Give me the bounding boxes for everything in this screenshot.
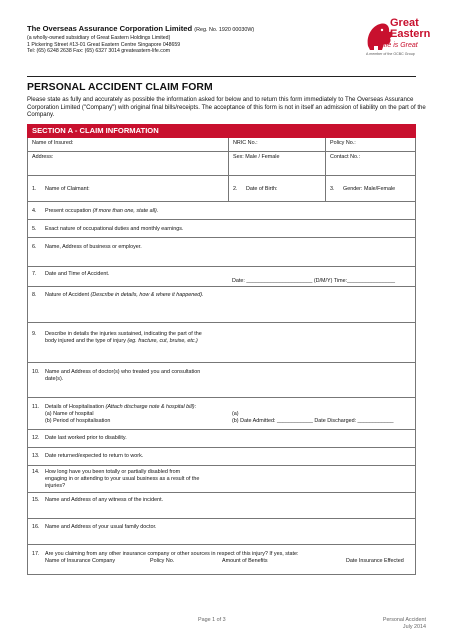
form-title: PERSONAL ACCIDENT CLAIM FORM [27, 82, 213, 93]
company-contact: Tel: (65) 6248 2638 Fax: (65) 6327 3014 greateastern-life.com [27, 48, 171, 55]
q17-col-policy: Policy No. [150, 557, 175, 564]
footer-doc-name: Personal Accident [382, 617, 426, 623]
company-subsidiary: (a wholly-owned subsidiary of Great Eastern Holdings Limited) [27, 35, 171, 41]
row-q9-injuries[interactable]: 9. Describe in details the injuries sustained, indicating the part of the body injured and the type of injury (eg. fracture, cut, bruise, etc.) [28, 323, 415, 363]
row-q13-return-work[interactable]: 13. Date returned/expected to return to work. [28, 448, 415, 466]
q17-col-benefits: Amount of Benefits [222, 557, 268, 564]
row-q10-doctors[interactable]: 10. Name and Address of doctor(s) who treated you and consultation date(s). [28, 363, 415, 398]
field-hospital-details[interactable]: (a) (b) Date Admitted: ____________ Date Discharged: ____________ [232, 411, 394, 424]
row-insured [28, 138, 415, 152]
field-sex[interactable]: Sex: Male / Female [228, 152, 325, 175]
row-q12-last-worked[interactable]: 12. Date last worked prior to disability. [28, 430, 415, 448]
field-address[interactable]: Address: [32, 154, 54, 160]
logo-tagline: Life is Great [380, 42, 418, 49]
page-number: Page 1 of 3 [198, 617, 226, 623]
form-intro: Please state as fully and accurately as possible the information asked for below and to return this form immediately to The Overseas Assurance Corporation Limited ("Company") with original final bills/receipts. The acceptance of this form is not in itself an admission of liability on the part of the Company. [27, 96, 426, 119]
field-contact-no[interactable]: Contact No.: [325, 152, 415, 175]
field-q11-label: 11. Details of Hospitalisation (Attach discharge note & hospital bill): (a) Name of hospital (b) Period of hospitalisation [32, 404, 197, 424]
field-name-of-insured[interactable]: Name of Insured: [32, 140, 74, 146]
logo-word-eastern: Eastern [390, 28, 431, 40]
header-divider [27, 76, 416, 77]
field-policy-no[interactable]: Policy No.: [325, 138, 415, 151]
logo-word-great: Great [390, 17, 419, 29]
row-address [28, 152, 415, 176]
logo-subline: A member of the OCBC Group [366, 52, 415, 56]
field-accident-date-time[interactable]: Date: ______________________ (D/M/Y) Time:________________ [232, 278, 396, 284]
row-q8-nature[interactable]: 8. Nature of Accident (Describe in details, how & where it happened). [28, 287, 415, 323]
field-gender[interactable]: 3. Gender: Male/Female [325, 176, 415, 201]
row-q17-other-insurance[interactable]: 17. Are you claiming from any other insurance company or other sources in respect of this injury? If yes, state: Name of Insurance Company Policy No. Amount of Benefits Date Insurance Effected [28, 545, 415, 575]
q17-col-date: Date Insurance Effected [346, 557, 404, 564]
field-q7-label: 7. Date and Time of Accident. [32, 271, 110, 277]
row-q5-duties[interactable]: 5. Exact nature of occupational duties and monthly earnings. [28, 220, 415, 238]
row-q14-disabled-period[interactable]: 14. How long have you been totally or partially disabled from engaging in or attending to your usual business as a result of the injuries? [28, 466, 415, 493]
company-name: The Overseas Assurance Corporation Limited [27, 24, 193, 33]
section-a-header: SECTION A - CLAIM INFORMATION [27, 124, 416, 138]
company-reg: (Reg. No. 1920 00030W) [194, 27, 255, 33]
row-q7-date-time [28, 267, 415, 287]
row-q4-occupation[interactable]: 4. Present occupation (if more than one, state all). [28, 202, 415, 220]
footer-doc-date: July 2014 [402, 624, 426, 630]
field-nric[interactable]: NRIC No.: [228, 138, 325, 151]
company-address: 1 Pickering Street #13-01 Great Eastern Centre Singapore 048659 [27, 41, 181, 48]
row-claimant [28, 176, 415, 202]
row-q16-family-doctor[interactable]: 16. Name and Address of your usual family doctor. [28, 519, 415, 545]
row-q15-witness[interactable]: 15. Name and Address of any witness of the incident. [28, 493, 415, 519]
claim-info-table [27, 138, 416, 575]
field-claimant-name[interactable]: 1. Name of Claimant: [32, 186, 90, 192]
company-header [27, 24, 327, 55]
field-date-of-birth[interactable]: 2. Date of Birth: [228, 176, 325, 201]
row-q6-employer[interactable]: 6. Name, Address of business or employer. [28, 238, 415, 267]
q17-col-company: Name of Insurance Company [45, 557, 116, 564]
row-q11-hospitalisation [28, 398, 415, 430]
